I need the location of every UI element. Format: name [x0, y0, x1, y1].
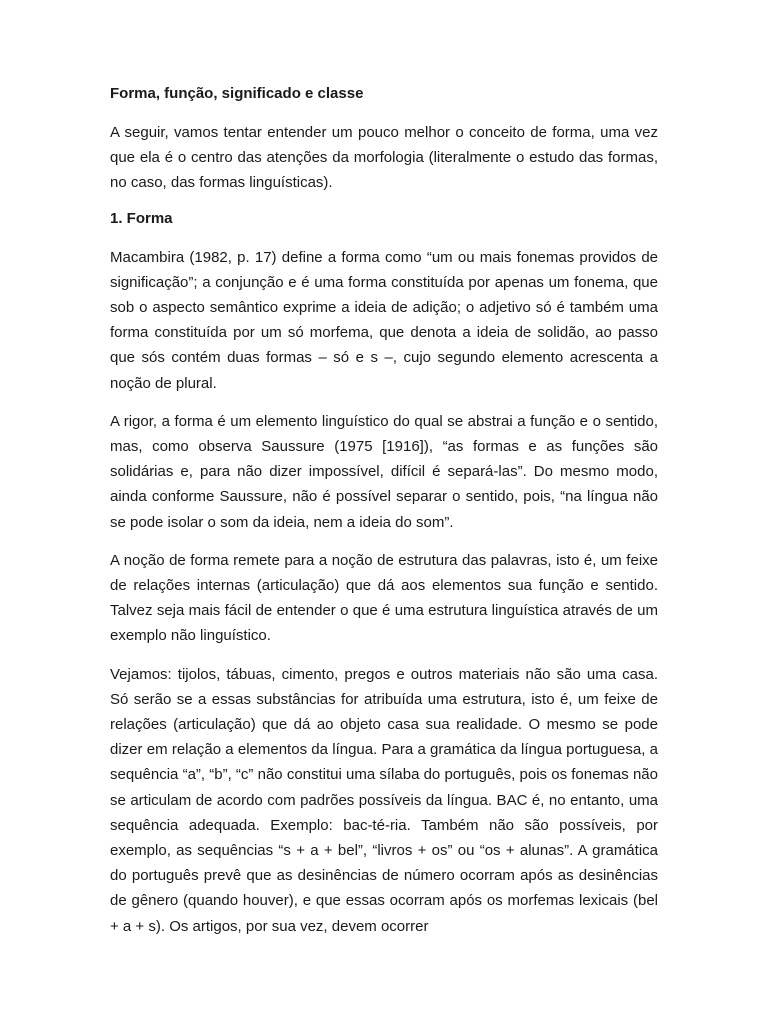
- body-paragraph: A noção de forma remete para a noção de estrutura das palavras, isto é, um feixe de relações internas (articulação) que dá aos elementos sua função e sentido. Talvez seja mais fácil de entender o que é uma estrutura linguística através de um exemplo não linguístico.: [110, 551, 658, 645]
- body-paragraph: Vejamos: tijolos, tábuas, cimento, pregos e outros materiais não são uma casa. Só serão se a essas substâncias for atribuída uma estrutura, isto é, um feixe de relações (articulação) que dá ao objeto casa sua realidade. O mesmo se pode dizer em relação a elementos da língua. Para a gramática da língua portuguesa, a sequência “a”, “b”, “c” não constitui uma sílaba do português, pois os fonemas não se articulam de acordo com padrões possíveis da língua. BAC é, no entanto, uma sequência adequada. Exemplo: bac-té-ria. Também não são possíveis, por exemplo, as sequências “s + a + bel”, “livros + os” ou “os + alunas”. A gramática do português prevê que as desinências de número ocorram após as desinências de gênero (quando houver), e que essas ocorram após os morfemas lexicais (bel + a + s). Os artigos, por sua vez, devem ocorrer: [110, 665, 658, 935]
- document-title: Forma, função, significado e classe: [110, 85, 364, 102]
- section-heading: 1. Forma: [110, 209, 173, 227]
- body-paragraph: A rigor, a forma é um elemento linguístico do qual se abstrai a função e o sentido, mas, como observa Saussure (1975 [1916]), “as formas e as funções são solidárias e, para não dizer impossível, difícil é separá-las”. Do mesmo modo, ainda conforme Saussure, não é possível separar o sentido, pois, “na língua não se pode isolar o som da ideia, nem a ideia do som”.: [110, 412, 658, 531]
- body-paragraph: Macambira (1982, p. 17) define a forma como “um ou mais fonemas providos de significação”; a conjunção e é uma forma constituída por apenas um fonema, que sob o aspecto semântico exprime a ideia de adição; o adjetivo só é também uma forma constituída por um só morfema, que denota a ideia de solidão, ao passo que sós contém duas formas – só e s –, cujo segundo elemento acrescenta a noção de plural.: [110, 248, 658, 392]
- intro-paragraph: A seguir, vamos tentar entender um pouco melhor o conceito de forma, uma vez que ela é o centro das atenções da morfologia (literalmente o estudo das formas, no caso, das formas linguísticas).: [110, 124, 658, 192]
